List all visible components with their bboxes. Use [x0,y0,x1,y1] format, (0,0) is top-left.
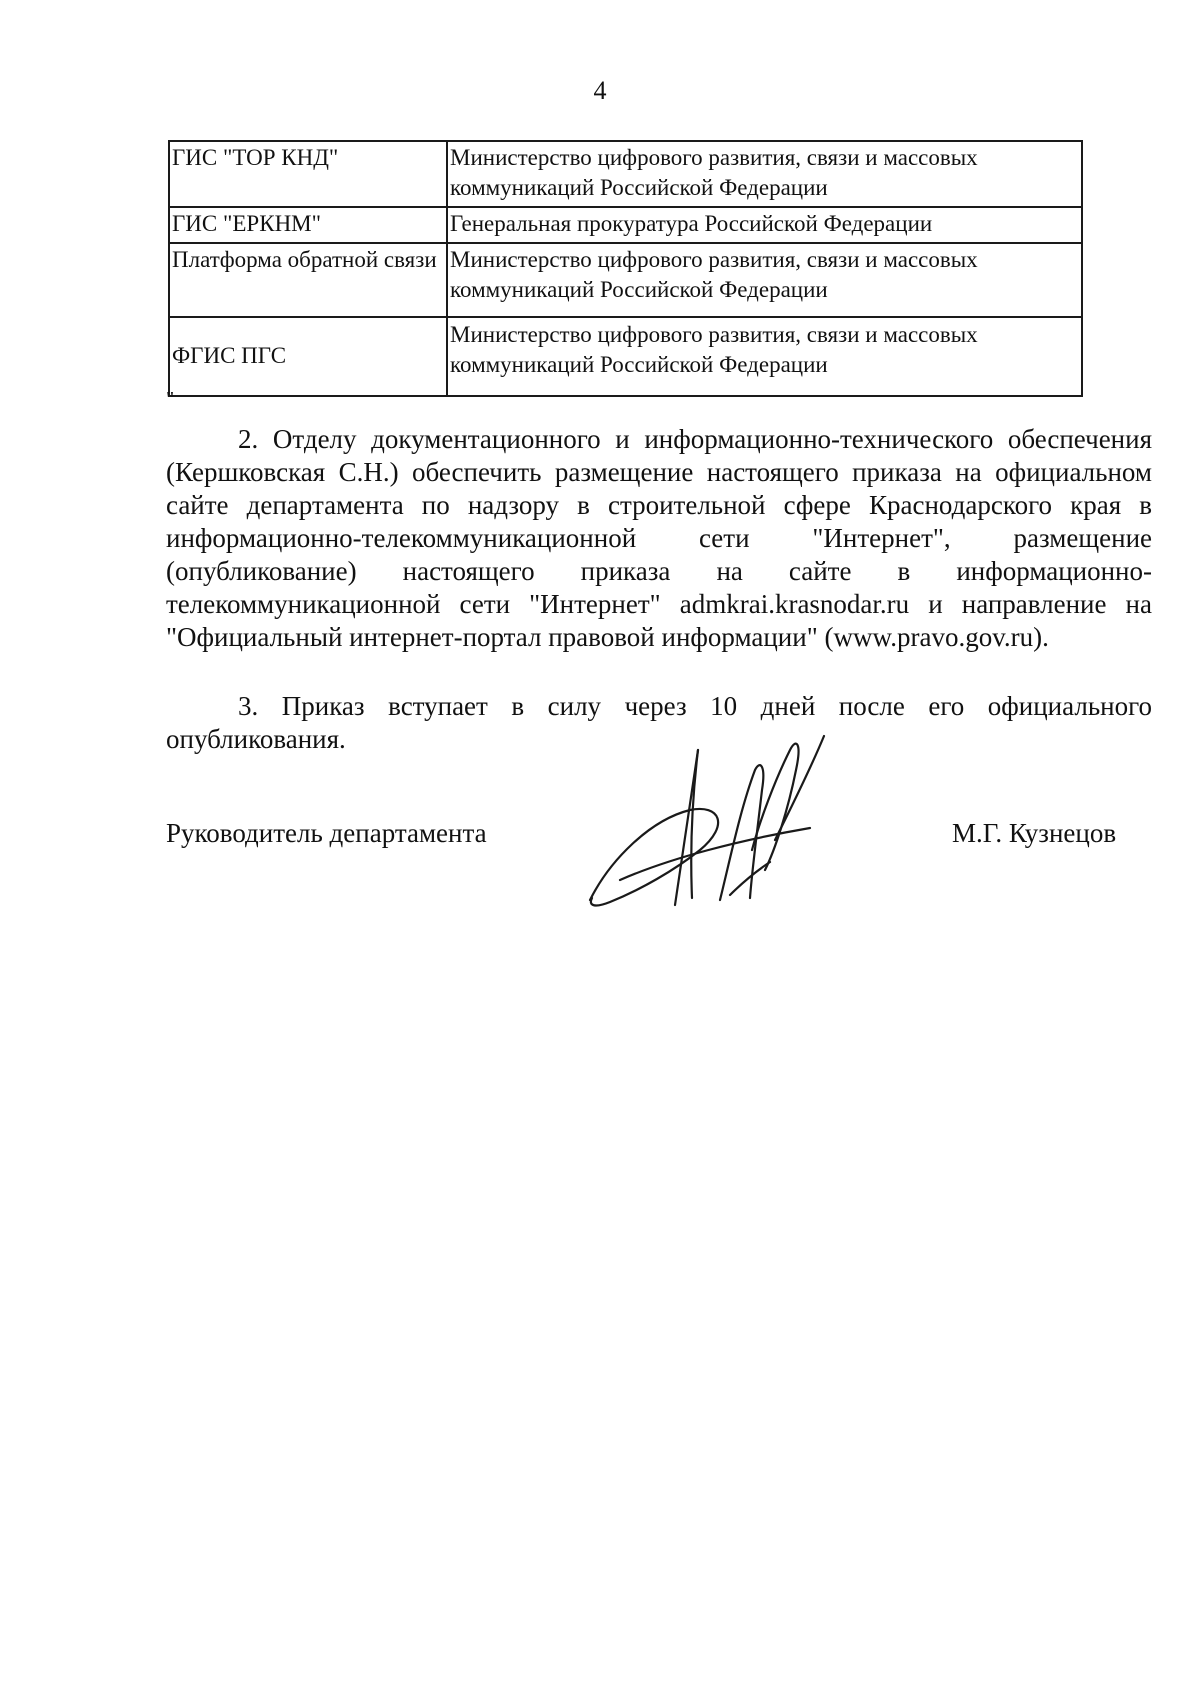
system-name-cell: ГИС "ТОР КНД" [169,141,447,207]
handwritten-signature [580,730,840,930]
operator-cell: Министерство цифрового развития, связи и массовых коммуникаций Российской Федерации [447,317,1082,396]
table-closing-quote: " [166,388,175,410]
table-row [169,317,1082,396]
operator-cell: Генеральная прокуратура Российской Федерации [447,207,1082,243]
signatory-position: Руководитель департамента [166,818,487,848]
table-row [169,207,1082,243]
page-number: 4 [593,76,607,105]
operator-cell: Министерство цифрового развития, связи и массовых коммуникаций Российской Федерации [447,243,1082,317]
system-name-cell: ФГИС ПГС [169,317,447,396]
table-row [169,243,1082,317]
paragraph-2-text: 2. Отделу документационного и информационно-технического обеспечения (Кершковская С.Н.) обеспечить размещение настоящего приказа на официальном сайте департамента по надзору в строительной сфере Краснодарского края в информационно-телекоммуникационной сети "Интернет", размещение (опубликование) настоящего приказа на сайте в информационно-телекоммуникационной сети "Интернет" admkrai.krasnodar.ru и направление на "Официальный интернет-портал правовой информации" (www.pravo.gov.ru). [166,424,1152,652]
paragraph-2 [166,423,1152,654]
systems-table [168,140,1083,397]
signatory-name: М.Г. Кузнецов [952,818,1117,848]
operator-cell: Министерство цифрового развития, связи и массовых коммуникаций Российской Федерации [447,141,1082,207]
table-row [169,141,1082,207]
paragraph-3-text: 3. Приказ вступает в силу через 10 дней после его официального опубликования. [166,691,1152,754]
system-name-cell: Платформа обратной связи [169,243,447,317]
system-name-cell: ГИС "ЕРКНМ" [169,207,447,243]
